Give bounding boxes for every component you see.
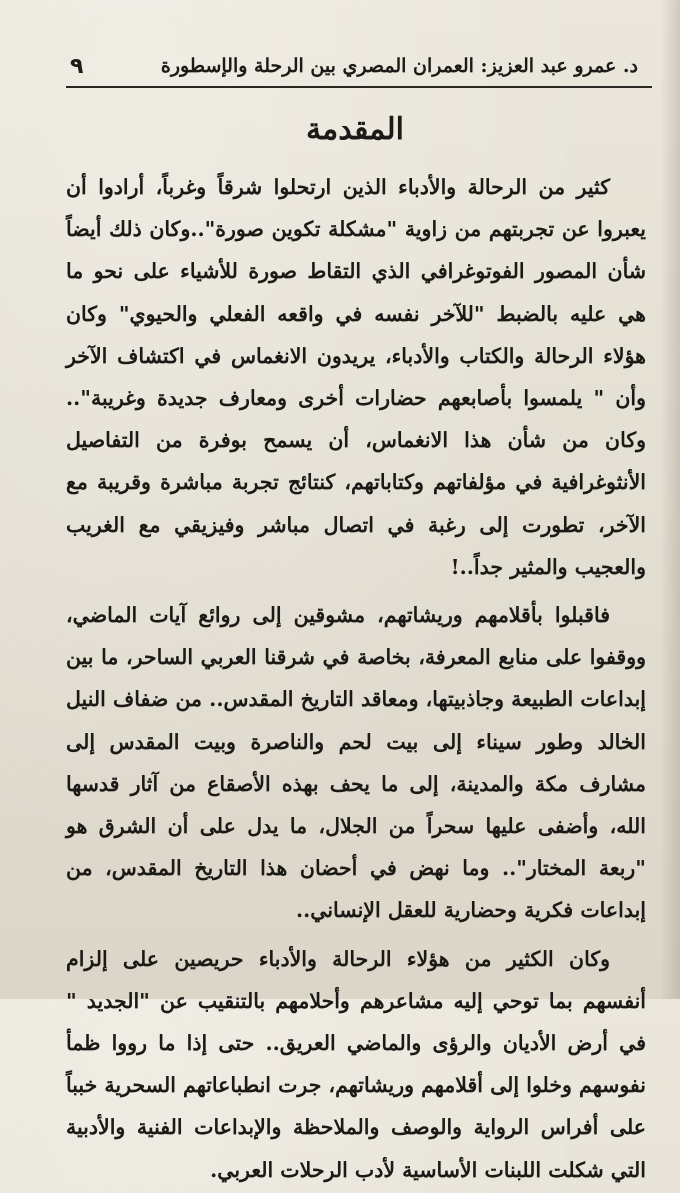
paragraph: وكان الكثير من هؤلاء الرحالة والأدباء حريصين على إلزام أنفسهم بما توحي إليه مشاعرهم وأحلامهم بالتنقيب عن "الجديد " في أرض الأديان والرؤى والماضي العريق.. حتى إذا ما رووا ظمأ نفوسهم وخلوا إلى أقلامهم وريشاتهم، جرت انطباعاتهم السحرية خبباً على أفراس الرواية والوصف والملاحظة والإبداعات الفنية والأدبية التي شكلت اللبنات الأساسية لأدب الرحلات العربي. <box>66 946 647 1182</box>
running-header <box>70 48 638 84</box>
page-edge-shadow <box>660 0 680 999</box>
running-header-title: د. عمرو عبد العزيز: العمران المصري بين الرحلة والإسطورة <box>160 55 638 77</box>
page-number: ٩ <box>70 53 84 79</box>
paragraph: فاقبلوا بأقلامهم وريشاتهم، مشوقين إلى روائع آيات الماضي، ووقفوا على منابع المعرفة، بخاصة في شرقنا العربي الساحر، ما بين إبداعات الطبيعة وجاذبيتها، ومعاقد التاريخ المقدس.. من ضفاف النيل الخالد وطور سيناء إلى بيت لحم والناصرة وبيت المقدس إلى مشارف مكة والمدينة، إلى ما يحف بهذه الأصقاع من آثار قدسها الله، وأضفى عليها سحراً من الجلال، ما يدل على أن الشرق هو "ربعة المختار".. وما نهض في أحضان هذا التاريخ المقدس، من إبداعات فكرية وحضارية للعقل الإنساني.. <box>66 603 646 923</box>
chapter-heading: المقدمة <box>306 112 404 147</box>
header-rule <box>66 86 652 88</box>
body-text <box>66 166 646 1193</box>
paragraph: كثير من الرحالة والأدباء الذين ارتحلوا شرقاً وغرباً، أرادوا أن يعبروا عن تجربتهم من زاوية "مشكلة تكوين صورة"..وكان ذلك أيضاً شأن المصور الفوتوغرافي الذي التقاط صورة للأشياء على نحو ما هي عليه بالضبط "للآخر نفسه في واقعه الفعلي والحيوي" وكان هؤلاء الرحالة والكتاب والأدباء، يريدون الانغماس في اكتشاف الآخر وأن " يلمسوا بأصابعهم حضارات أخرى ومعارف جديدة وغريبة".. وكان من شأن هذا الانغماس، أن يسمح بوفرة من التفاصيل الأنثوغرافية في مؤلفاتهم وكتاباتهم، كنتائج تجربة مباشرة وقريبة مع الآخر، تطورت إلى رغبة في اتصال مباشر وفيزيقي مع الغريب والعجيب والمثير جداً..! <box>66 175 646 579</box>
